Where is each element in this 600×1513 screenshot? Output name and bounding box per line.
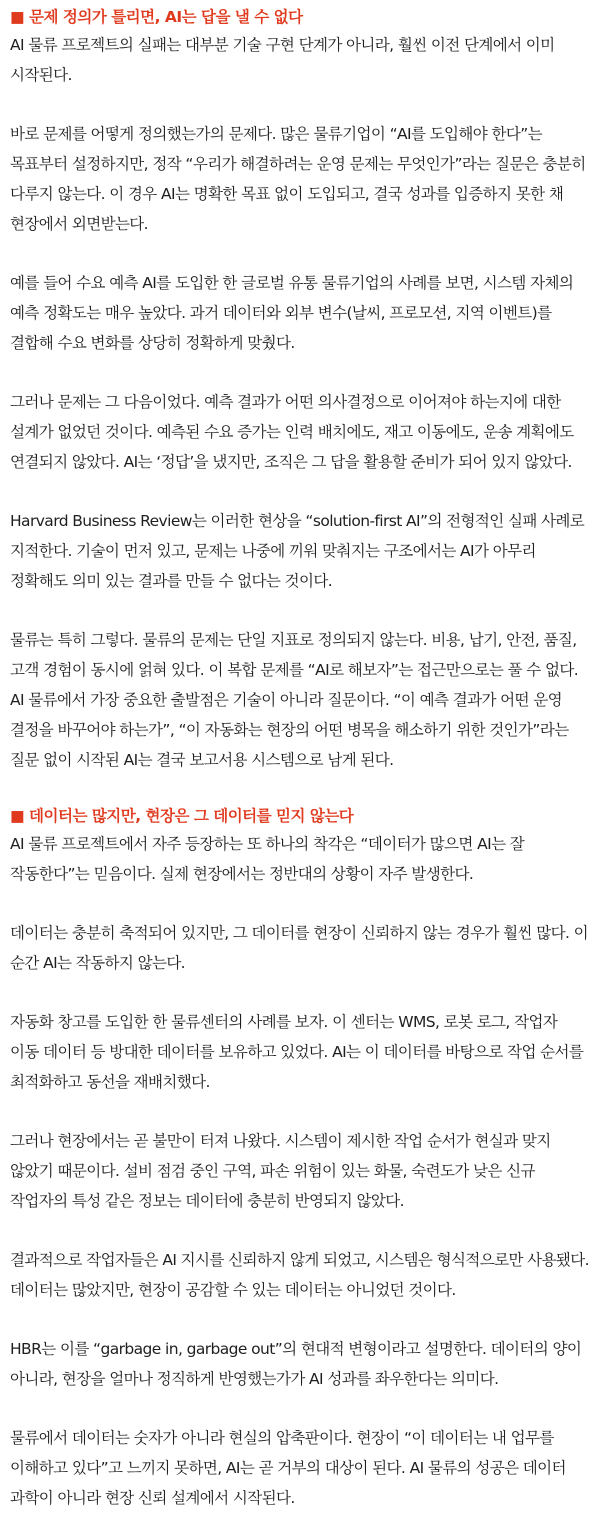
paragraph: 그러나 문제는 그 다음이었다. 예측 결과가 어떤 의사결정으로 이어져야 하는지에 대한 설계가 없었던 것이다. 예측된 수요 증가는 인력 배치에도, 재고 이동에도, 운송 계획에도 연결되지 않았다. AI는 ‘정답’을 냈지만, 조직은 그 답을 활용할 준비가 되어 있지 않았다. bbox=[10, 393, 574, 471]
section-spacer bbox=[10, 775, 590, 803]
paragraph: AI 물류 프로젝트에서 자주 등장하는 또 하나의 착각은 “데이터가 많으면 AI는 잘 작동한다”는 믿음이다. 실제 현장에서는 정반대의 상황이 자주 발생한다. bbox=[10, 835, 525, 883]
section-heading-data-trust: ■ 데이터는 많지만, 현장은 그 데이터를 믿지 않는다 bbox=[10, 807, 354, 825]
paragraph: 데이터는 충분히 축적되어 있지만, 그 데이터를 현장이 신뢰하지 않는 경우가 훨씬 많다. 이 순간 AI는 작동하지 않는다. bbox=[10, 924, 589, 972]
paragraph: 바로 문제를 어떻게 정의했는가의 문제다. 많은 물류기업이 “AI를 도입해야 한다”는 목표부터 설정하지만, 정작 “우리가 해결하려는 운영 문제는 무엇인가”라는 질문은 충분히 다루지 않는다. 이 경우 AI는 명확한 목표 없이 도입되고, 결국 성과를 입증하지 못한 채 현장에서 외면받는다. bbox=[10, 125, 586, 233]
paragraph: 결과적으로 작업자들은 AI 지시를 신뢰하지 않게 되었고, 시스템은 형식적으로만 사용됐다. 데이터는 많았지만, 현장이 공감할 수 있는 데이터는 아니었던 것이다. bbox=[10, 1251, 590, 1299]
paragraph: 물류는 특히 그렇다. 물류의 문제는 단일 지표로 정의되지 않는다. 비용, 납기, 안전, 품질, 고객 경험이 동시에 얽혀 있다. 이 복합 문제를 “AI로 해보자”는 접근만으로는 풀 수 없다. bbox=[10, 631, 579, 679]
paragraph: 자동화 창고를 도입한 한 물류센터의 사례를 보자. 이 센터는 WMS, 로봇 로그, 작업자 이동 데이터 등 방대한 데이터를 보유하고 있었다. AI는 이 데이터를 바탕으로 작업 순서를 최적화하고 동선을 재배치했다. bbox=[10, 1013, 584, 1091]
paragraph: HBR는 이를 “garbage in, garbage out”의 현대적 변형이라고 설명한다. 데이터의 양이 아니라, 현장을 얼마나 정직하게 반영했는가가 AI 성과를 좌우한다는 의미다. bbox=[10, 1340, 582, 1388]
paragraph: AI 물류에서 가장 중요한 출발점은 기술이 아니라 질문이다. “이 예측 결과가 어떤 운영 결정을 바꾸어야 하는가”, “이 자동화는 현장의 어떤 병목을 해소하기 위한 것인가”라는 질문 없이 시작된 AI는 결국 보고서용 시스템으로 남게 된다. bbox=[10, 691, 569, 769]
paragraph: Harvard Business Review는 이러한 현상을 “solution-first AI”의 전형적인 실패 사례로 지적한다. 기술이 먼저 있고, 문제는 나중에 끼워 맞춰지는 구조에서는 AI가 아무리 정확해도 의미 있는 결과를 만들 수 없다는 것이다. bbox=[10, 512, 585, 590]
paragraph: AI 물류 프로젝트의 실패는 대부분 기술 구현 단계가 아니라, 훨씬 이전 단계에서 이미 시작된다. bbox=[10, 36, 555, 84]
paragraph: 예를 들어 수요 예측 AI를 도입한 한 글로벌 유통 물류기업의 사례를 보면, 시스템 자체의 예측 정확도는 매우 높았다. 과거 데이터와 외부 변수(날씨, 프로모션, 지역 이벤트)를 결합해 수요 변화를 상당히 정확하게 맞췄다. bbox=[10, 274, 574, 352]
section-heading-problem-definition: ■ 문제 정의가 틀리면, AI는 답을 낼 수 없다 bbox=[10, 8, 303, 26]
paragraph: 물류에서 데이터는 숫자가 아니라 현실의 압축판이다. 현장이 “이 데이터는 내 업무를 이해하고 있다”고 느끼지 못하면, AI는 곧 거부의 대상이 된다. AI 물류의 성공은 데이터 과학이 아니라 현장 신뢰 설계에서 시작된다. bbox=[10, 1429, 566, 1507]
paragraph: 그러나 현장에서는 곧 불만이 터져 나왔다. 시스템이 제시한 작업 순서가 현실과 맞지 않았기 때문이다. 설비 점검 중인 구역, 파손 위험이 있는 화물, 숙련도가 낮은 신규 작업자의 특성 같은 정보는 데이터에 충분히 반영되지 않았다. bbox=[10, 1132, 551, 1210]
